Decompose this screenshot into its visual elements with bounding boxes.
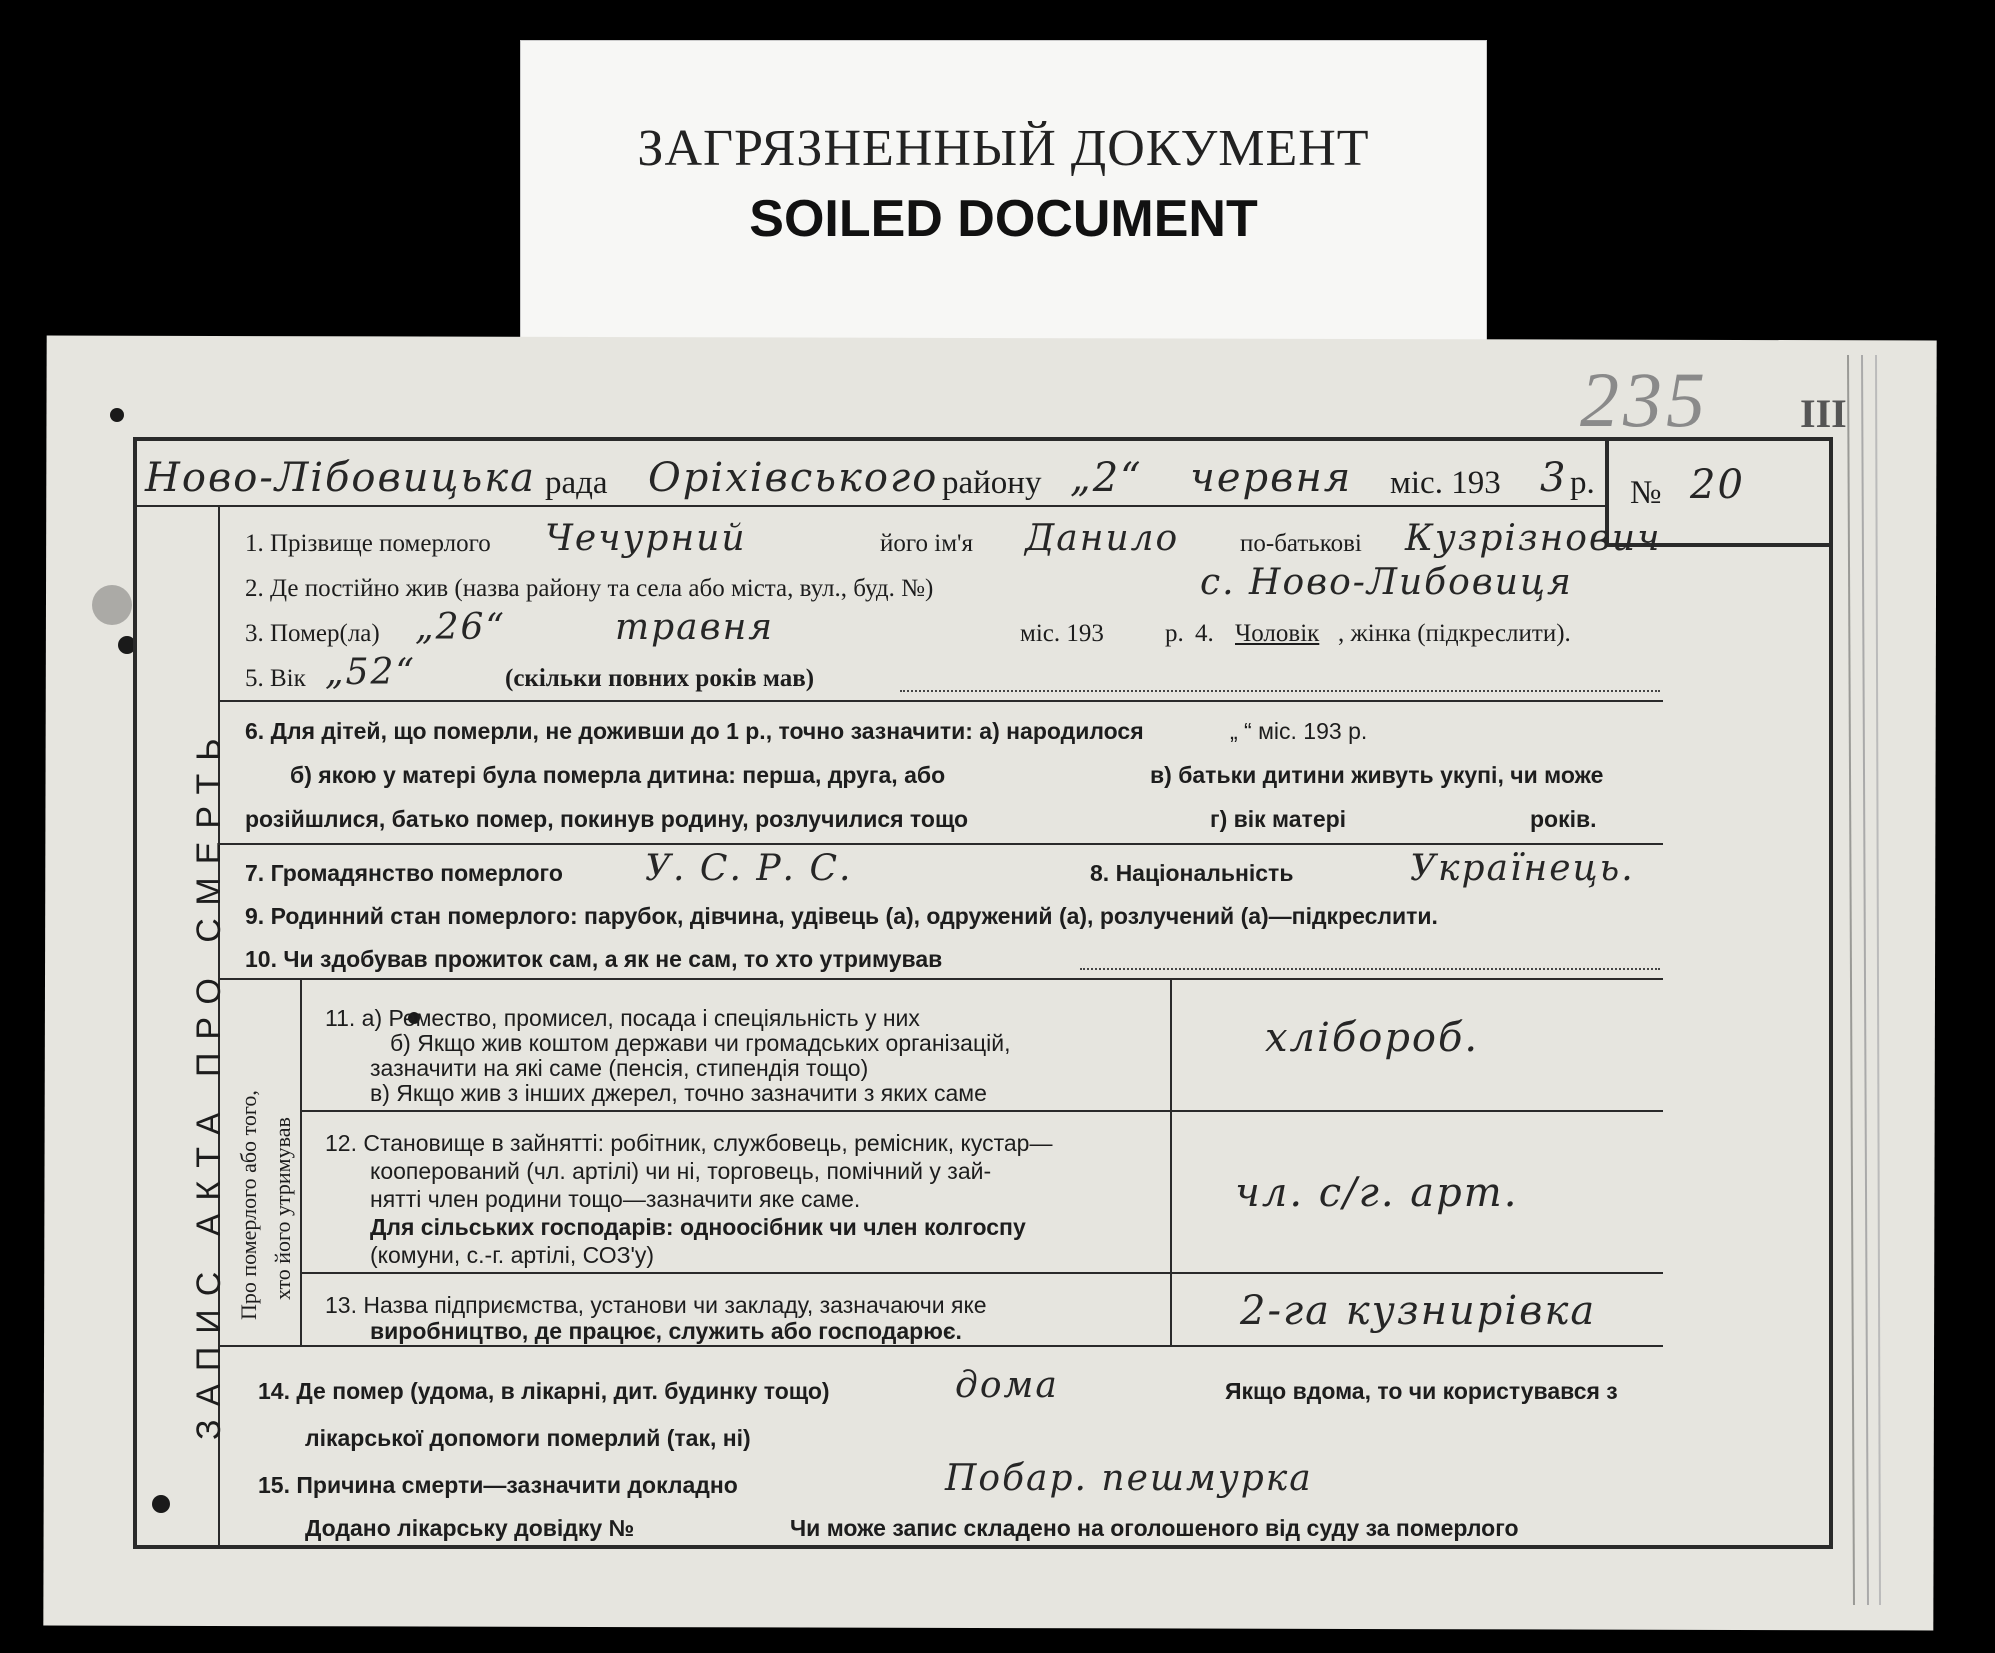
row-divider-11 xyxy=(300,1110,1663,1112)
field-14-label: 14. Де помер (удома, в лікарні, дит. будинку тощо) xyxy=(258,1378,830,1404)
field-3-year-label: міс. 193 xyxy=(1020,620,1104,647)
row-divider-10 xyxy=(218,978,1663,980)
field-12-line1: 12. Становище в зайнятті: робітник, службовець, ремісник, кустар— xyxy=(325,1130,1053,1156)
archive-roman-mark: III xyxy=(1800,391,1847,436)
field-1-patronymic-label: по-батькові xyxy=(1240,530,1362,557)
field-6-line2-tail: в) батьки дитини живуть укупі, чи може xyxy=(1150,762,1604,788)
header-month: червня xyxy=(1190,455,1353,501)
form-side-title: ЗАПИС АКТА ПРО СМЕРТЬ xyxy=(190,725,228,1440)
header-year-label: міс. 193 xyxy=(1390,465,1501,501)
field-7-label: 7. Громадянство померлого xyxy=(245,860,563,886)
field-2-label: 2. Де постійно жив (назва району та села або міста, вул., буд. №) xyxy=(245,575,934,602)
field-6-line3: розійшлися, батько помер, покинув родину, розлучилися тощо xyxy=(245,806,969,832)
field-10-line xyxy=(1080,968,1660,970)
field-5-line xyxy=(900,690,1660,692)
field-6-line1-tail: „ “ міс. 193 р. xyxy=(1230,718,1368,744)
field-3-label: 3. Помер(ла) xyxy=(245,620,380,647)
header-day: „2“ xyxy=(1070,455,1143,501)
row-divider-12 xyxy=(300,1272,1663,1274)
field-11-line2: б) Якщо жив коштом держави чи громадських організацій, xyxy=(390,1030,1011,1056)
value-column-divider xyxy=(1170,980,1172,1345)
field-10-label: 10. Чи здобував прожиток сам, а як не сам, то хто утримував xyxy=(245,946,943,972)
row-divider-13 xyxy=(218,1345,1663,1347)
field-12-line4: Для сільських господарів: одноосібник чи член колгоспу xyxy=(370,1214,1026,1240)
archive-page-number: 235 xyxy=(1580,356,1709,443)
field-5-label: 5. Вік xyxy=(245,665,306,692)
council-name: Ново-Лібовицька xyxy=(145,455,536,501)
field-14-place: дома xyxy=(955,1365,1059,1406)
field-1-label: 1. Прізвище померлого xyxy=(245,530,491,557)
field-8-label: 8. Національність xyxy=(1090,860,1294,886)
header-year-digit: 3 xyxy=(1540,455,1568,501)
soiled-document-label xyxy=(520,40,1487,342)
district-label: району xyxy=(942,465,1042,501)
row-divider-5 xyxy=(218,700,1663,702)
field-16-tail: Чи може запис складено на оголошеного від суду за померлого xyxy=(790,1515,1519,1541)
field-11-line4: в) Якщо жив з інших джерел, точно зазначити з яких саме xyxy=(370,1080,987,1106)
field-13-workplace: 2-га кузнирівка xyxy=(1240,1288,1597,1334)
field-4-label: 4. xyxy=(1195,620,1214,647)
field-5-age: „52“ xyxy=(325,652,416,693)
field-13-line2: виробництво, де працює, служить або господарює. xyxy=(370,1318,962,1344)
field-15-cause: Побар. пешмурка xyxy=(945,1458,1313,1499)
field-1-name-label: його ім'я xyxy=(880,530,974,557)
field-15-label: 15. Причина смерти—зазначити докладно xyxy=(258,1472,738,1498)
field-3-month: травня xyxy=(615,607,775,648)
punch-hole-top xyxy=(110,408,124,422)
support-side-caption-1: Про померлого або того, xyxy=(236,1090,261,1320)
field-6-line3-tail: років. xyxy=(1530,806,1597,832)
header-divider xyxy=(135,505,1605,507)
ink-smudge xyxy=(92,585,132,625)
field-14-line2: лікарської допомоги померлий (так, ні) xyxy=(305,1425,751,1451)
field-13-line1: 13. Назва підприємства, установи чи закладу, зазначаючи яке xyxy=(325,1292,987,1318)
field-6-line3-mid: г) вік матері xyxy=(1210,806,1347,832)
support-side-caption-2: хто його утримував xyxy=(270,1117,295,1300)
field-9-label: 9. Родинний стан померлого: парубок, дівчина, удівець (а), одружений (а), розлучений (а)—підкреслити. xyxy=(245,903,1438,929)
header-year-suffix: р. xyxy=(1570,465,1595,501)
paper-edge-stack xyxy=(1840,355,1900,1605)
field-11-line1: 11. а) Ремество, промисел, посада і спеціяльність у них xyxy=(325,1005,920,1031)
field-5-note: (скільки повних років мав) xyxy=(505,665,815,692)
field-8-nationality: Українець. xyxy=(1410,848,1635,889)
field-3-day: „26“ xyxy=(415,607,506,648)
field-6-line2: б) якою у матері була померла дитина: перша, друга, або xyxy=(290,762,946,788)
field-3-year-suffix: р. xyxy=(1165,620,1184,647)
field-4-rest: , жінка (підкреслити). xyxy=(1338,620,1571,647)
field-12-line3: нятті член родини тощо—зазначити яке саме. xyxy=(370,1186,861,1212)
field-14-tail: Якщо вдома, то чи користувався з xyxy=(1225,1378,1618,1404)
field-11-line3: зазначити на які саме (пенсія, стипендія тощо) xyxy=(370,1055,869,1081)
rada-label: рада xyxy=(545,465,608,501)
field-11-occupation: хлібороб. xyxy=(1265,1015,1480,1061)
field-12-line2: кооперований (чл. артілі) чи ні, торговець, помічний у зай- xyxy=(370,1158,992,1184)
field-2-residence: с. Ново-Либовиця xyxy=(1200,562,1573,603)
field-16-label: Додано лікарську довідку № xyxy=(305,1515,635,1541)
field-7-citizenship: У. С. Р. С. xyxy=(645,848,853,889)
field-4-male: Чоловік xyxy=(1235,620,1320,647)
district-name: Оріхівського xyxy=(648,455,939,501)
record-number-label: № xyxy=(1630,475,1662,511)
field-12-employment: чл. с/г. арт. xyxy=(1235,1170,1519,1216)
row-divider-6 xyxy=(218,843,1663,845)
record-number: 20 xyxy=(1690,462,1745,508)
field-1-patronymic: Кузрізнович xyxy=(1405,518,1662,559)
field-1-name: Данило xyxy=(1025,518,1180,559)
label-english: SOILED DOCUMENT xyxy=(749,190,1258,248)
support-caption-divider xyxy=(300,980,302,1345)
field-6-line1: 6. Для дітей, що померли, не доживши до 1 р., точно зазначити: а) народилося xyxy=(245,718,1144,744)
field-12-line5: (комуни, с.-г. артілі, СОЗ'у) xyxy=(370,1242,655,1268)
label-russian: ЗАГРЯЗНЕННЫЙ ДОКУМЕНТ xyxy=(637,120,1370,177)
field-1-surname: Чечурний xyxy=(545,518,747,559)
